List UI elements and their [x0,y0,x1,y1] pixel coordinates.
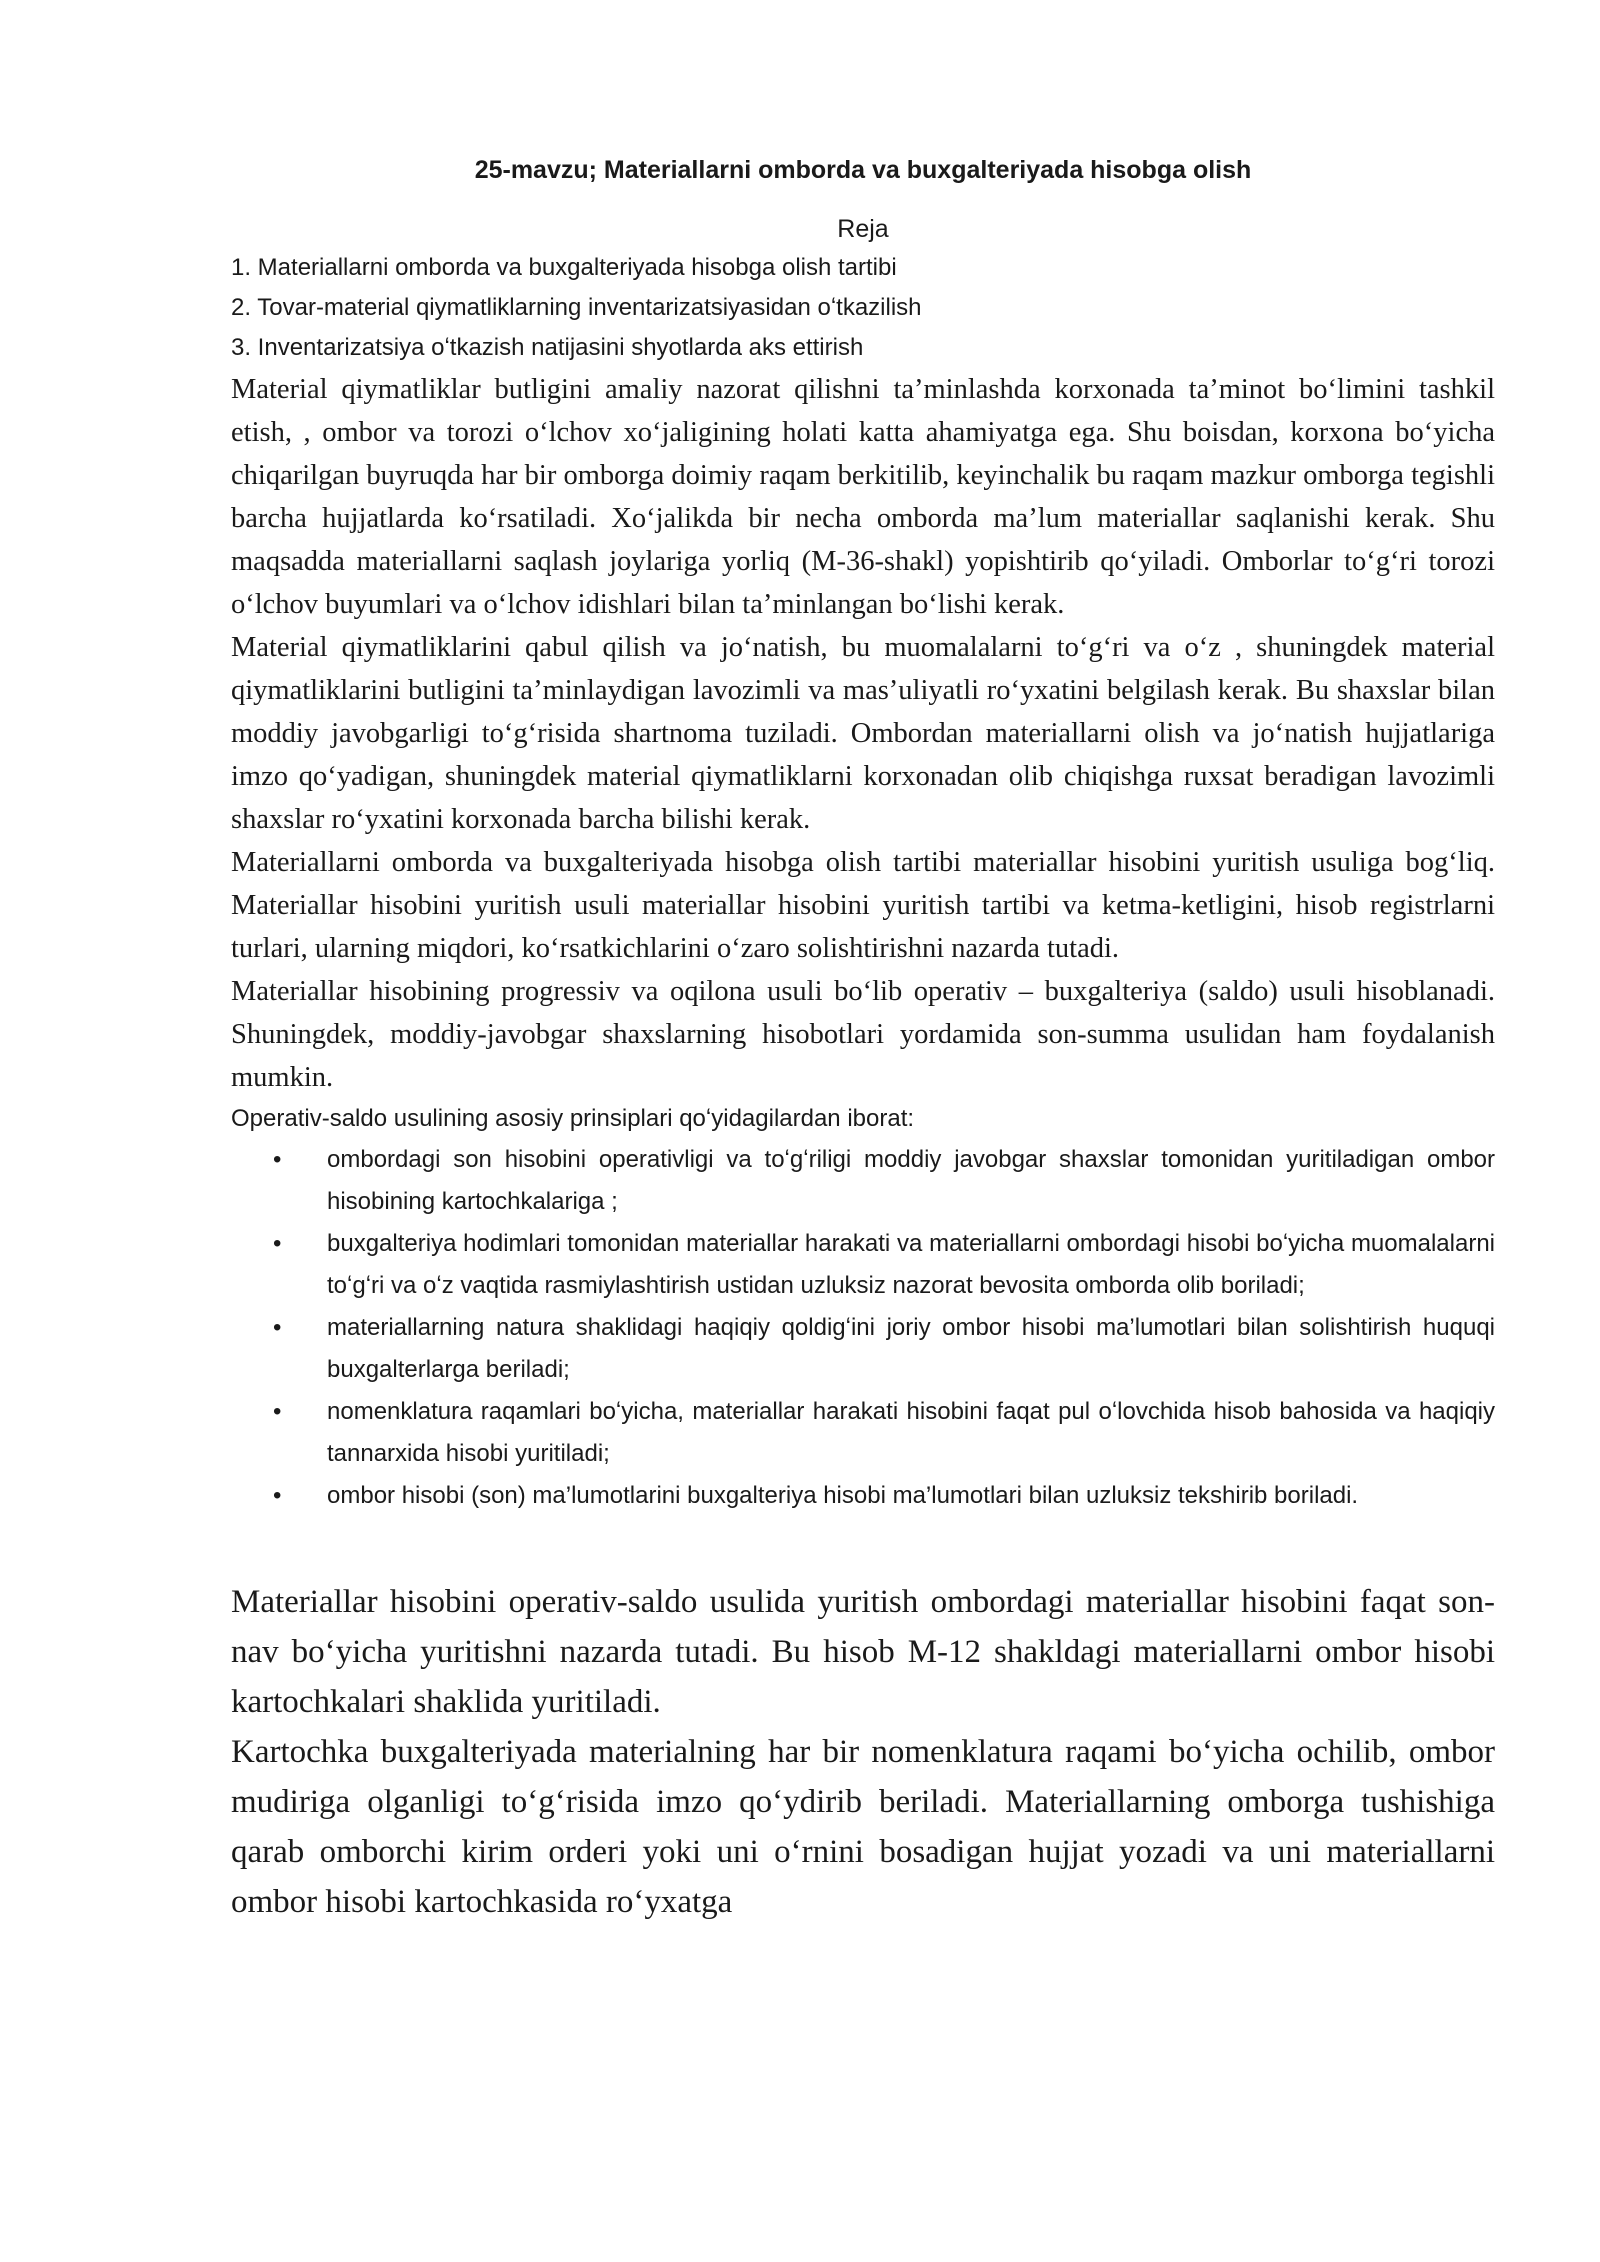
list-item [273,1307,1495,1391]
list-item [273,1223,1495,1307]
plan-item: 2. Tovar-material qiymatliklarning inventarizatsiyasidan oʻtkazilish [231,294,922,321]
bullet-icon: • [273,1146,282,1173]
list-item-text: ombor hisobi (son) ma’lumotlarini buxgalteriya hisobi ma’lumotlari bilan uzluksiz tekshirib boriladi. [327,1482,1359,1509]
principles-list [231,1139,1495,1517]
body-paragraph: Materiallarni omborda va buxgalteriyada hisobga olish tartibi materiallar hisobini yuritish usuliga bogʻliq. Materiallar hisobini yuritish usuli materiallar hisobini yuritish tartibi va ketma-ketligini, hisob registrlarni turlari, ularning miqdori, koʻrsatkichlarini oʻzaro solishtirishni nazarda tutadi. [231,847,1495,964]
list-item [273,1391,1495,1475]
principles-intro: Operativ-saldo usulining asosiy prinsiplari qoʻyidagilardan iborat: [231,1105,915,1132]
bullet-icon: • [273,1482,282,1509]
plan-item: 3. Inventarizatsiya oʻtkazish natijasini shyotlarda aks ettirish [231,334,864,361]
plan-heading: Reja [837,215,889,243]
plan-item: 1. Materiallarni omborda va buxgalteriyada hisobga olish tartibi [231,254,897,281]
document-page [231,150,1495,1927]
bullet-icon: • [273,1398,282,1425]
list-item-text: ombordagi son hisobini operativligi va toʻgʻriligi moddiy javobgar shaxslar tomonidan yuritiladigan ombor hisobining kartochkalariga ; [327,1146,1495,1215]
document-title: 25-mavzu; Materiallarni omborda va buxgalteriyada hisobga olish [474,156,1252,184]
list-item [273,1139,1495,1223]
plan-list [231,248,1495,368]
body-paragraph: Material qiymatliklarini qabul qilish va joʻnatish, bu muomalalarni toʻgʻri va oʻz , shuningdek material qiymatliklarini butligini ta’minlaydigan lavozimli va mas’uliyatli roʻyxatini belgilash kerak. Bu shaxslar bilan moddiy javobgarligi toʻgʻrisida shartnoma tuziladi. Ombordan materiallarni olish va joʻnatish hujjatlariga imzo qoʻyadigan, shuningdek material qiymatliklarni korxonadan olib chiqishga ruxsat beradigan lavozimli shaxslar roʻyxatini korxonada barcha bilishi kerak. [231,632,1495,835]
closing-paragraph: Materiallar hisobini operativ-saldo usulida yuritish ombordagi materiallar hisobini faqat son-nav boʻyicha yuritishni nazarda tutadi. Bu hisob M-12 shakldagi materiallarni ombor hisobi kartochkalari shaklida yuritiladi. [231,1584,1495,1720]
list-item [273,1475,1495,1517]
body-paragraph: Material qiymatliklar butligini amaliy nazorat qilishni ta’minlashda korxonada ta’minot boʻlimini tashkil etish, , ombor va torozi oʻlchov xoʻjaligining holati katta ahamiyatga ega. Shu boisdan, korxona boʻyicha chiqarilgan buyruqda har bir omborga doimiy raqam berkitilib, keyinchalik bu raqam mazkur omborga tegishli barcha hujjatlarda koʻrsatiladi. Xoʻjalikda bir necha omborda ma’lum materiallar saqlanishi kerak. Shu maqsadda materiallarni saqlash joylariga yorliq (M-36-shakl) yopishtirib qoʻyiladi. Omborlar toʻgʻri torozi oʻlchov buyumlari va oʻlchov idishlari bilan ta’minlangan boʻlishi kerak. [231,374,1495,620]
list-item-text: nomenklatura raqamlari boʻyicha, materiallar harakati hisobini faqat pul oʻlovchida hisob bahosida va haqiqiy tannarxida hisobi yuritiladi; [327,1398,1495,1467]
list-item-text: buxgalteriya hodimlari tomonidan materiallar harakati va materiallarni ombordagi hisobi boʻyicha muomalalarni toʻgʻri va oʻz vaqtida rasmiylashtirish ustidan uzluksiz nazorat bevosita omborda olib boriladi; [327,1230,1495,1299]
bullet-icon: • [273,1314,282,1341]
paragraph-spacer [231,1517,1495,1577]
list-item-text: materiallarning natura shaklidagi haqiqiy qoldigʻini joriy ombor hisobi ma’lumotlari bilan solishtirish huquqi buxgalterlarga beriladi; [327,1314,1495,1383]
closing-paragraph: Kartochka buxgalteriyada materialning har bir nomenklatura raqami boʻyicha ochilib, ombor mudiriga olganligi toʻgʻrisida imzo qoʻydirib beriladi. Materiallarning omborga tushishiga qarab omborchi kirim orderi yoki uni oʻrnini bosadigan hujjat yozadi va uni materiallarni ombor hisobi kartochkasida roʻyxatga [231,1734,1495,1920]
bullet-icon: • [273,1230,282,1257]
body-paragraph: Materiallar hisobining progressiv va oqilona usuli boʻlib operativ – buxgalteriya (saldo) usuli hisoblanadi. Shuningdek, moddiy-javobgar shaxslarning hisobotlari yordamida son-summa usulidan ham foydalanish mumkin. [231,976,1495,1093]
